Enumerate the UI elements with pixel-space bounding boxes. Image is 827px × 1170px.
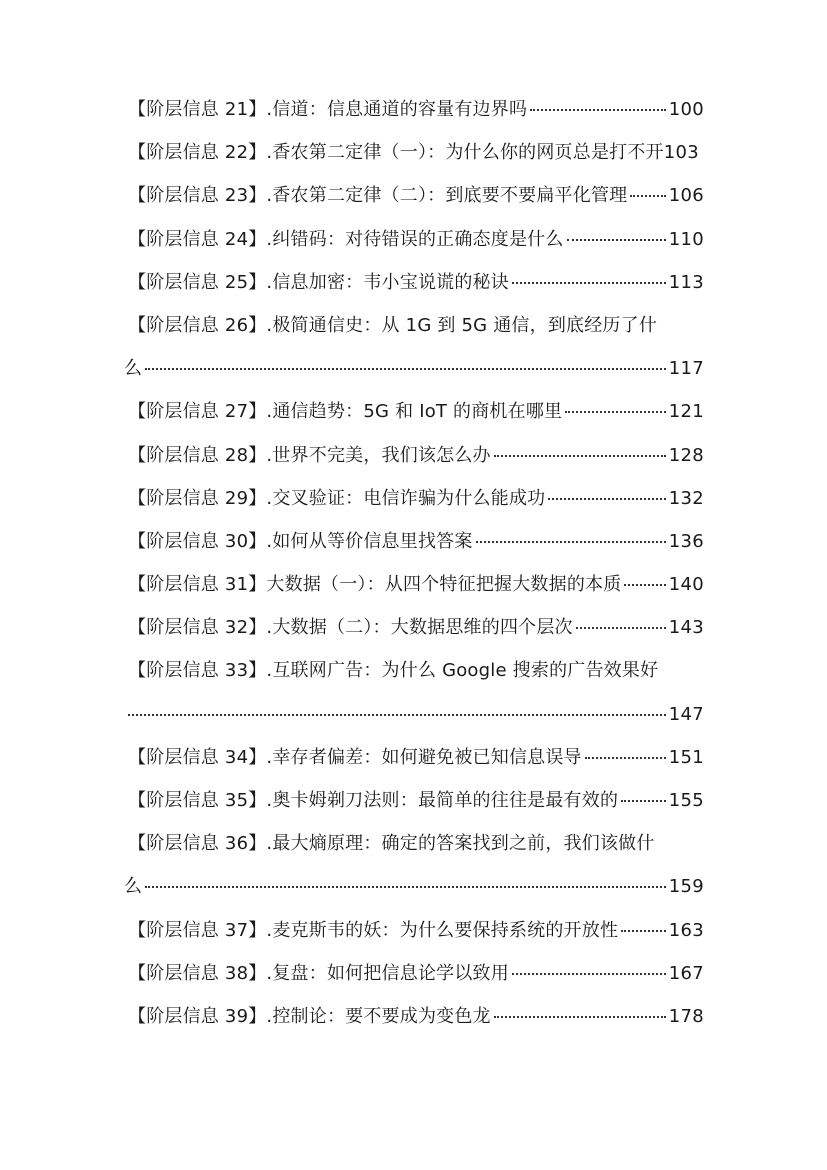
toc-entry[interactable] (128, 606, 704, 649)
toc-entry[interactable] (128, 952, 704, 995)
toc-entry[interactable] (128, 261, 704, 304)
table-of-contents (124, 88, 704, 1038)
toc-entry[interactable] (128, 218, 704, 261)
dot-leader (621, 929, 666, 932)
toc-entry-title: 【阶层信息 22】.香农第二定律（一）：为什么你的网页总是打不开 (128, 142, 664, 164)
toc-entry-title: 【阶层信息 39】.控制论：要不要成为变色龙 (128, 1005, 491, 1027)
toc-entry-page: 113 (668, 271, 704, 293)
toc-entry-title-continuation: 么 (124, 358, 143, 380)
dot-leader (476, 540, 666, 543)
dot-leader (576, 626, 666, 629)
toc-entry[interactable] (128, 390, 704, 433)
toc-entry-continuation[interactable] (128, 693, 704, 736)
toc-entry[interactable] (128, 434, 704, 477)
dot-leader (621, 799, 666, 802)
toc-entry-title: 【阶层信息 38】.复盘：如何把信息论学以致用 (128, 962, 509, 984)
toc-entry[interactable] (128, 304, 704, 347)
toc-entry-title: 【阶层信息 36】.最大熵原理：确定的答案找到之前，我们该做什 (128, 833, 655, 855)
toc-entry-title: 【阶层信息 29】.交叉验证：电信诈骗为什么能成功 (128, 487, 546, 509)
toc-entry-continuation[interactable] (124, 865, 704, 908)
dot-leader (128, 713, 666, 716)
toc-entry-page: 110 (668, 228, 704, 250)
toc-entry-page: 136 (668, 530, 704, 552)
toc-entry[interactable] (128, 477, 704, 520)
toc-entry[interactable] (128, 779, 704, 822)
toc-entry-title: 【阶层信息 27】.通信趋势：5G 和 IoT 的商机在哪里 (128, 401, 563, 423)
toc-entry-title: 【阶层信息 37】.麦克斯韦的妖：为什么要保持系统的开放性 (128, 919, 619, 941)
toc-entry-page: 140 (668, 574, 704, 596)
toc-entry[interactable] (128, 131, 748, 174)
toc-entry-page: 100 (668, 99, 704, 120)
toc-entry-page: 143 (668, 617, 704, 639)
dot-leader (565, 410, 666, 413)
dot-leader (145, 367, 666, 370)
toc-entry[interactable] (128, 822, 704, 865)
toc-entry-title: 【阶层信息 26】.极简通信史：从 1G 到 5G 通信，到底经历了什 (128, 314, 658, 336)
toc-entry[interactable] (128, 88, 704, 131)
dot-leader (567, 238, 666, 241)
toc-entry-page: 159 (668, 876, 704, 898)
toc-entry-title: 【阶层信息 31】大数据（一）：从四个特征把握大数据的本质 (128, 574, 622, 596)
toc-entry[interactable] (128, 909, 704, 952)
toc-entry-page: 151 (668, 746, 704, 768)
toc-entry-title: 【阶层信息 28】.世界不完美，我们该怎么办 (128, 444, 491, 466)
dot-leader (512, 281, 666, 284)
dot-leader (494, 454, 666, 457)
dot-leader (145, 885, 666, 888)
toc-entry-title: 【阶层信息 35】.奥卡姆剃刀法则：最简单的往往是最有效的 (128, 790, 619, 811)
dot-leader (548, 497, 665, 500)
toc-entry-title: 【阶层信息 30】.如何从等价信息里找答案 (128, 530, 473, 552)
toc-entry[interactable] (128, 520, 704, 563)
toc-entry-page: 155 (668, 790, 704, 811)
dot-leader (624, 583, 665, 586)
toc-entry-title: 【阶层信息 24】.纠错码：对待错误的正确态度是什么 (128, 228, 564, 250)
toc-entry[interactable] (128, 649, 704, 692)
toc-entry-title: 【阶层信息 33】.互联网广告：为什么 Google 搜索的广告效果好 (128, 660, 659, 682)
toc-entry-title: 【阶层信息 34】.幸存者偏差：如何避免被已知信息误导 (128, 746, 582, 768)
toc-entry[interactable] (128, 563, 704, 606)
toc-entry-title: 【阶层信息 23】.香农第二定律（二）：到底要不要扁平化管理 (128, 185, 628, 207)
dot-leader (585, 756, 666, 759)
toc-entry-page: 117 (668, 358, 704, 380)
toc-entry-title: 【阶层信息 32】.大数据（二）：大数据思维的四个层次 (128, 617, 573, 639)
toc-entry-page: 147 (668, 703, 704, 725)
toc-entry-page: 106 (668, 185, 704, 207)
toc-entry-page: 132 (668, 487, 704, 509)
dot-leader (494, 1015, 666, 1018)
toc-entry-title: 【阶层信息 25】.信息加密：韦小宝说谎的秘诀 (128, 271, 509, 293)
toc-entry-page: 163 (668, 919, 704, 941)
toc-entry-page: 128 (668, 444, 704, 466)
toc-entry-page: 103 (663, 142, 700, 164)
dot-leader (512, 972, 666, 975)
toc-entry-title: 【阶层信息 21】.信道：信息通道的容量有边界吗 (128, 99, 528, 120)
toc-entry[interactable] (128, 736, 704, 779)
toc-entry-page: 167 (668, 962, 704, 984)
toc-entry[interactable] (128, 995, 704, 1038)
toc-entry-continuation[interactable] (124, 347, 704, 390)
dot-leader (630, 194, 665, 197)
toc-entry-page: 178 (668, 1005, 704, 1027)
toc-entry-page: 121 (668, 401, 704, 423)
toc-entry-title-continuation: 么 (124, 876, 143, 898)
toc-entry[interactable] (128, 174, 704, 217)
dot-leader (530, 108, 666, 111)
